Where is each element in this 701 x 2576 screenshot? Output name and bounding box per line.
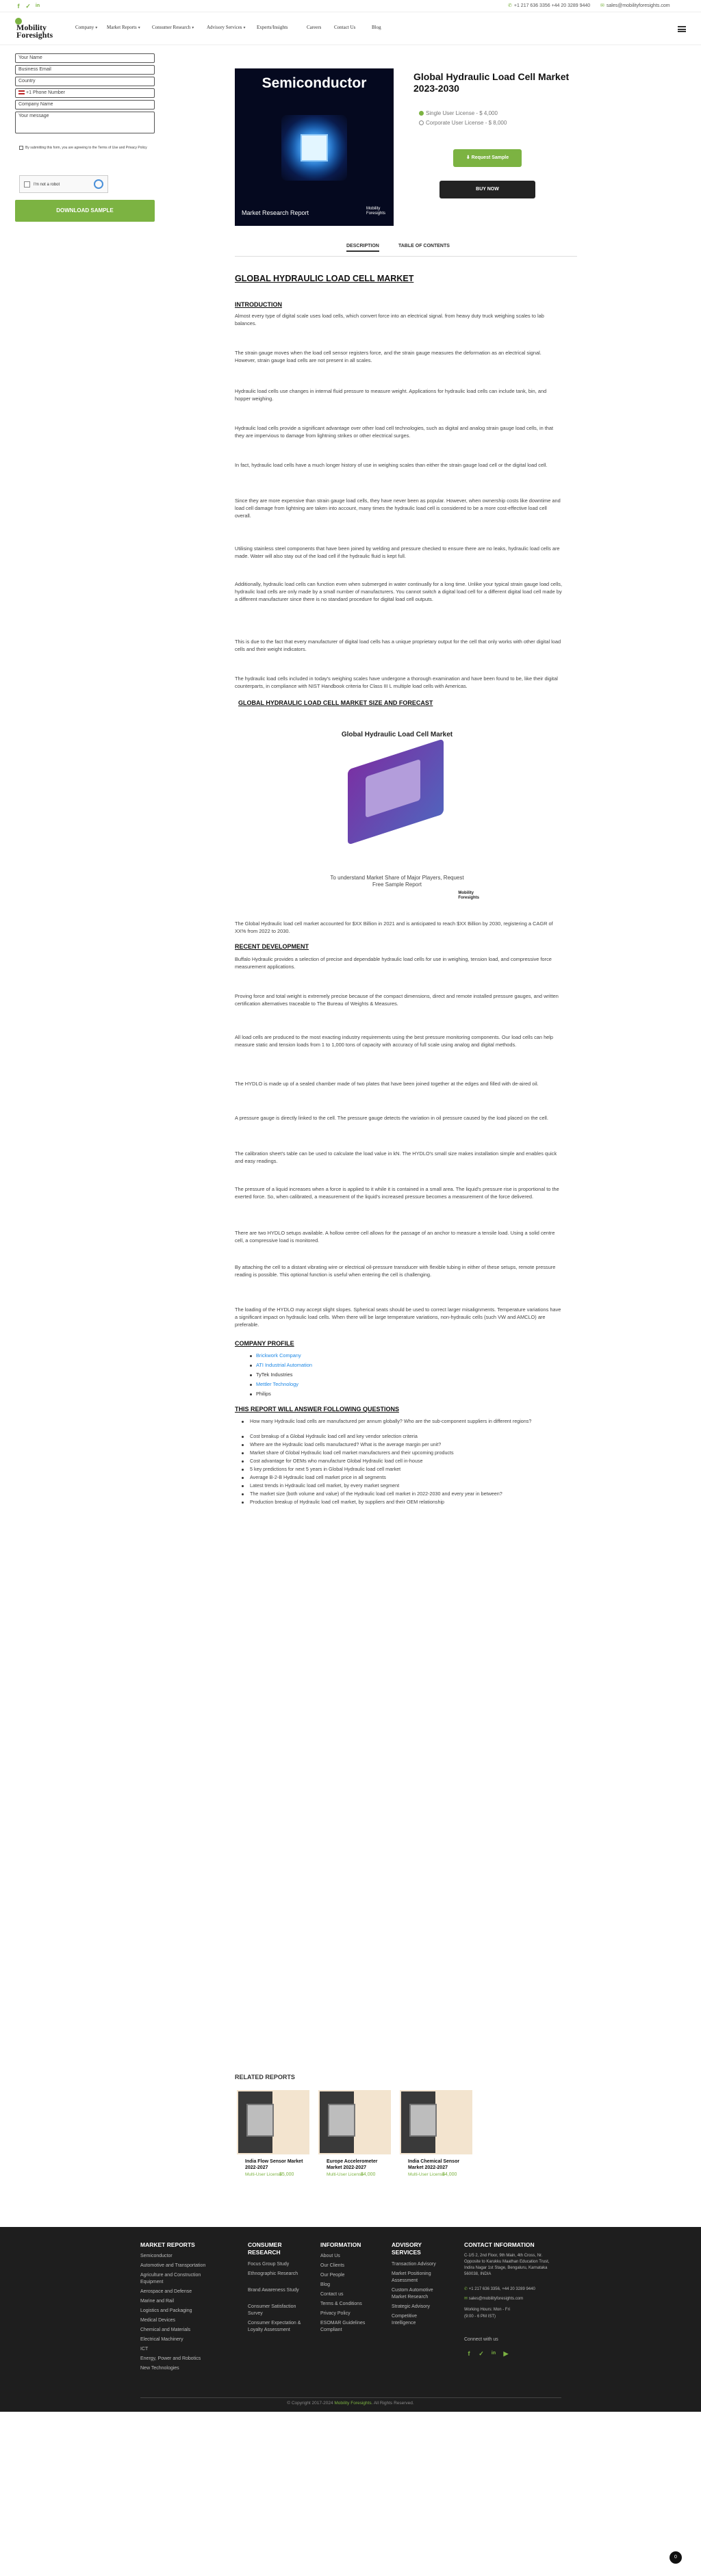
recent-paragraph: Proving force and total weight is extremely precise because of the compact dimensions, direct and remote installed pressure gauges, and written certification alternatives traceable to The Bureau of Weights & Measures.	[235, 993, 559, 1007]
footer-link[interactable]: Chemical and Materials	[140, 2328, 191, 2332]
nav-item-contact-us[interactable]: Contact Us	[334, 25, 356, 30]
intro-paragraph: Utilising stainless steel components that have been joined by welding and pressure checked to ensure there are no leaks, hydraulic load cells are made. Water will also stay out of the load cell if the hydraulic fluid is kept full.	[235, 545, 560, 559]
footer-link[interactable]: Privacy Policy	[320, 2311, 350, 2316]
message-field[interactable]: Your message	[15, 112, 155, 133]
top-bar	[0, 0, 701, 12]
twitter-icon[interactable]: ✓	[479, 2350, 484, 2357]
question-item: Where are the Hydraulic load cells manufactured? What is the average margin per unit?	[250, 1441, 565, 1448]
market-infographic[interactable]: Global Hydraulic Load Cell Market To understand Market Share of Major Players, Request Free Sample Report Mobility Foresights	[330, 731, 479, 900]
chevron-down-icon: ▾	[95, 26, 98, 30]
recent-paragraph: By attaching the cell to a distant vibrating wire or electrical oil-pressure transducer with flexible tubing in either of these setups, remote pressure reading is possible. This optional function is useful when entering the cell is challenging.	[235, 1264, 556, 1278]
main-nav	[0, 12, 701, 45]
nav-item-careers[interactable]: Careers	[307, 25, 322, 30]
download-sample-button[interactable]: DOWNLOAD SAMPLE	[15, 200, 155, 222]
mail-icon: ✉	[600, 3, 604, 8]
footer-link[interactable]: Energy, Power and Robotics	[140, 2356, 201, 2361]
intro-heading: INTRODUCTION	[235, 301, 282, 308]
question-item: Cost advantage for OEMs who manufacture Global Hydraulic load cell in-house	[250, 1458, 565, 1465]
company-item[interactable]: Mettler Technology	[250, 1381, 298, 1387]
footer-link[interactable]: Market Positioning Assessment	[392, 2271, 431, 2283]
footer-link[interactable]: Electrical Machinery	[140, 2337, 183, 2342]
footer-link[interactable]: Our Clients	[320, 2263, 345, 2268]
cover-logo: Mobility Foresights	[366, 207, 385, 216]
top-phone[interactable]: ✆ +1 217 636 3356 +44 20 3289 9440	[508, 3, 591, 8]
footer-link[interactable]: Brand Awareness Study	[248, 2288, 299, 2293]
product-title: Global Hydraulic Load Cell Market 2023-2030	[413, 71, 570, 94]
footer-heading-contact: CONTACT INFORMATION	[464, 2241, 535, 2248]
footer-link[interactable]: ICT	[140, 2347, 149, 2352]
question-item: Average B-2-B Hydraulic load cell market price in all segments	[250, 1474, 565, 1481]
phone-icon: ✆	[508, 3, 512, 8]
intro-paragraph: The strain gauge moves when the load cell sensor registers force, and the strain gauge measures the deformation as an electrical signal. However, strain gauge load cells are not present in all scales.	[235, 350, 541, 363]
footer-email[interactable]: ✉ sales@mobilityforesights.com	[464, 2297, 524, 2301]
chevron-down-icon: ▾	[192, 26, 194, 30]
radio-icon	[419, 120, 424, 125]
tab-table-of-contents[interactable]: TABLE OF CONTENTS	[398, 244, 450, 248]
footer-link[interactable]: Medical Devices	[140, 2318, 175, 2323]
footer-divider	[140, 2397, 561, 2398]
intro-paragraph: Almost every type of digital scale uses load cells, which convert force into an electrical signal. from heavy duty truck weighing scales to lab balances.	[235, 313, 544, 326]
license-option-corporate[interactable]: Corporate User License - $ 8,000	[419, 120, 507, 126]
recent-paragraph: Buffalo Hydraulic provides a selection of precise and dependable hydraulic load cells for use in weighing, tension load, and compressive force measurement applications.	[235, 956, 552, 970]
facebook-icon[interactable]: f	[468, 2350, 470, 2357]
country-field[interactable]: Country	[15, 77, 155, 86]
license-option-single[interactable]: Single User License - $ 4,000	[419, 110, 498, 116]
nav-item-experts-insights[interactable]: Experts/Insights	[257, 25, 288, 30]
radio-selected-icon	[419, 111, 424, 116]
footer-link[interactable]: Consumer Satisfaction Survey	[248, 2304, 296, 2316]
market-size-paragraph: The Global Hydraulic load cell market accounted for $XX Billion in 2021 and is anticipated to reach $XX Billion by 2030, registering a CAGR of XX% from 2022 to 2030.	[235, 920, 553, 934]
footer-link[interactable]: Consumer Expectation & Loyalty Assessment	[248, 2321, 301, 2332]
recaptcha[interactable]: I'm not a robot	[19, 175, 108, 193]
linkedin-icon[interactable]: in	[35, 3, 40, 8]
recent-paragraph: The calibration sheet's table can be used to calculate the load value in kN. The HYDLO's small size makes installation simple and enables quick and easy readings.	[235, 1150, 557, 1164]
site-footer	[0, 2227, 701, 2412]
footer-link[interactable]: Strategic Advisory	[392, 2304, 431, 2309]
captcha-checkbox-icon	[24, 181, 30, 188]
facebook-icon[interactable]: f	[17, 3, 20, 10]
related-report-card[interactable]: Europe Accelerometer Market 2022-2027 Multi-User License $4,000	[318, 2090, 391, 2193]
recent-paragraph: The pressure of a liquid increases when a force is applied to it while it is contained in a small area. The liquid's pressure rise is proportional to the exerted force. So, when calibrated, a measurement of the liquid's increased pressure becomes a measurement of the force delivered.	[235, 1186, 559, 1200]
related-reports-heading: RELATED REPORTS	[235, 2074, 295, 2081]
nav-item-advisory-services[interactable]: Advisory Services ▾	[207, 25, 246, 30]
question-item: How many Hydraulic load cells are manufactured per annum globally? Who are the sub-component suppliers in different regions?	[250, 1418, 565, 1425]
nav-item-company[interactable]: Company ▾	[75, 25, 98, 30]
company-item: Philips	[250, 1391, 271, 1397]
question-item: Market share of Global Hydraulic load cell market manufacturers and their upcoming products	[250, 1450, 565, 1456]
question-item: The market size (both volume and value) of the Hydraulic load cell market in 2022-2030 and every year in between?	[250, 1491, 565, 1497]
question-item: Production breakup of Hydraulic load cell market, by suppliers and their OEM relationship	[250, 1499, 565, 1506]
footer-link[interactable]: About Us	[320, 2254, 340, 2258]
article-main-heading: GLOBAL HYDRAULIC LOAD CELL MARKET	[235, 274, 414, 283]
market-size-heading: GLOBAL HYDRAULIC LOAD CELL MARKET SIZE AND FORECAST	[238, 699, 433, 706]
report-cover-image: Semiconductor Market Research Report Mobility Foresights	[235, 68, 394, 226]
question-item: 5 key predictions for next 5 years in Global Hydraulic load cell market	[250, 1466, 565, 1473]
related-report-image	[237, 2090, 309, 2154]
recaptcha-logo-icon	[94, 179, 103, 189]
company-field[interactable]: Company Name	[15, 100, 155, 110]
footer-link[interactable]: New Technologies	[140, 2366, 179, 2371]
footer-link[interactable]: Logistics and Packaging	[140, 2308, 192, 2313]
questions-heading: THIS REPORT WILL ANSWER FOLLOWING QUESTIONS	[235, 1406, 399, 1413]
intro-paragraph: Additionally, hydraulic load cells can function even when submerged in water continually for a long time. Unlike your typical strain gauge load cells, hydraulic load cells are only made by a small number of manufacturers. You cannot switch a digital load cell for a different digital load cell made by a different manufacturer since there is no standard procedure for digital load cell outputs.	[235, 581, 563, 602]
company-item[interactable]: Brickwork Company	[250, 1352, 301, 1358]
name-field[interactable]: Your Name	[15, 53, 155, 63]
footer-link[interactable]: ESOMAR Guidelines Compliant	[320, 2321, 366, 2332]
recent-paragraph: All load cells are produced to the most exacting industry requirements using the best pressure monitoring components. Our load cells can help measure static and tension loads from 1 to 1,000 tons of capacity with accuracy of full scale using analog and digital methods.	[235, 1034, 554, 1048]
company-item: TyTek Industries	[250, 1371, 292, 1378]
footer-link[interactable]: Automotive and Transportation	[140, 2263, 206, 2268]
intro-paragraph: In fact, hydraulic load cells have a much longer history of use in weighing scales than either the strain gauge load cell or the digital load cell.	[235, 462, 548, 468]
footer-copyright: © Copyright 2017-2024 Mobility Foresights. All Rights Reserved.	[287, 2401, 414, 2406]
footer-link[interactable]: Competitive Intelligence	[392, 2314, 417, 2326]
footer-link[interactable]: Ethnographic Research	[248, 2271, 298, 2276]
recent-development-heading: RECENT DEVELOPMENT	[235, 943, 309, 950]
question-item: Latest trends in Hydraulic load cell market, by every market segment	[250, 1482, 565, 1489]
related-report-card[interactable]: India Flow Sensor Market 2022-2027 Multi-User License $5,000	[237, 2090, 309, 2193]
chat-badge[interactable]: 0	[670, 2551, 682, 2564]
footer-heading-market: MARKET REPORTS	[140, 2241, 195, 2248]
footer-heading-advisory: ADVISORY SERVICES	[392, 2241, 422, 2256]
tab-description[interactable]: DESCRIPTION	[346, 244, 379, 252]
related-report-card[interactable]: India Chemical Sensor Market 2022-2027 Multi-User License $4,000	[400, 2090, 472, 2193]
related-report-image	[318, 2090, 391, 2154]
phone-field[interactable]: +1 Phone Number	[15, 88, 155, 98]
checkbox-icon	[19, 146, 23, 150]
footer-link[interactable]: Semiconductor	[140, 2254, 173, 2258]
nav-item-consumer-research[interactable]: Consumer Research ▾	[152, 25, 194, 30]
footer-phone[interactable]: ✆ +1 217 636 3356, +44 20 3289 9440	[464, 2287, 535, 2291]
footer-link[interactable]: Marine and Rail	[140, 2299, 175, 2304]
footer-link[interactable]: Agriculture and Construction Equipment	[140, 2273, 201, 2284]
recent-paragraph: There are two HYDLO setups available. A hollow centre cell allows for the passage of an anchor to measure a tensile load. Using a solid centre cell, a compressive load is monitored.	[235, 1230, 555, 1244]
related-report-image	[400, 2090, 472, 2154]
footer-link[interactable]: Terms & Conditions	[320, 2302, 362, 2306]
linkedin-icon[interactable]: in	[491, 2351, 496, 2356]
top-email[interactable]: ✉ sales@mobilityforesights.com	[600, 3, 670, 8]
footer-link[interactable]: Our People	[320, 2273, 345, 2278]
menu-icon[interactable]	[678, 26, 686, 32]
company-item[interactable]: ATI Industrial Automation	[250, 1362, 312, 1368]
footer-link[interactable]: Aerospace and Defense	[140, 2289, 192, 2294]
youtube-icon[interactable]: ▶	[503, 2350, 509, 2357]
footer-hours: Working Hours: Mon - Fri (9:00 - 6 PM IST)	[464, 2308, 510, 2319]
intro-paragraph: The hydraulic load cells included in today's weighing scales have undergone a thorough examination and have been found to be, like their digital counterparts, in compliance with NIST Handbook criteria for Class III L multiple load cells with Americas.	[235, 675, 558, 689]
email-field[interactable]: Business Email	[15, 65, 155, 75]
footer-link[interactable]: Transaction Advisory	[392, 2262, 436, 2267]
nav-item-market-reports[interactable]: Market Reports ▾	[107, 25, 140, 30]
figure-logo: Mobility Foresights	[458, 891, 479, 900]
footer-link[interactable]: Custom Automotive Market Research	[392, 2288, 433, 2300]
chip-core-graphic	[301, 134, 328, 162]
tab-divider	[235, 256, 577, 257]
footer-heading-consumer: CONSUMER RESEARCH	[248, 2241, 282, 2256]
us-flag-icon	[18, 90, 25, 94]
footer-connect-label: Connect with us	[464, 2337, 498, 2342]
site-logo[interactable]: Mobility Foresights	[15, 18, 70, 41]
recent-paragraph: The HYDLO is made up of a sealed chamber made of two plates that have been joined together at the edges and filled with de-aired oil.	[235, 1081, 539, 1087]
company-profile-heading: COMPANY PROFILE	[235, 1340, 294, 1347]
twitter-icon[interactable]: ✓	[25, 3, 31, 10]
footer-link[interactable]: Focus Group Study	[248, 2262, 290, 2267]
intro-paragraph: This is due to the fact that every manufacturer of digital load cells has a unique proprietary output for the cell that only works with other digital load cells and their weight indicators.	[235, 639, 561, 652]
intro-paragraph: Hydraulic load cells use changes in internal fluid pressure to measure weight. Applications for hydraulic load cells can include tank, bin, and hopper weighing.	[235, 388, 547, 402]
request-sample-button[interactable]: ⬇ Request Sample	[453, 149, 522, 167]
nav-item-blog[interactable]: Blog	[372, 25, 381, 30]
recent-paragraph: The loading of the HYDLO may accept slight slopes. Spherical seats should be used to correct larger misalignments. Temperature variations have a significant impact on hydraulic load cells. When there will be large temperature variations, non-hydraulic cells (such VW and AMCLO) are preferable.	[235, 1306, 561, 1328]
question-item: Cost breakup of a Global Hydraulic load cell and key vendor selection criteria	[250, 1433, 565, 1440]
phone-icon: ✆	[464, 2287, 469, 2291]
recent-paragraph: A pressure gauge is directly linked to the cell. The pressure gauge detects the variation in oil pressure caused by the load placed on the cell.	[235, 1115, 548, 1121]
footer-heading-information: INFORMATION	[320, 2241, 361, 2248]
chevron-down-icon: ▾	[138, 26, 140, 30]
consent-checkbox[interactable]: By submitting this form, you are agreeing to the Terms of Use and Privacy Policy	[19, 145, 156, 151]
footer-link[interactable]: Contact us	[320, 2292, 344, 2297]
intro-paragraph: Since they are more expensive than strain gauge load cells, they have never been as popular. However, when ownership costs like downtime and load cell damage from lightning are taken into account, many times the hydraulic load cell is considered to be a more cost-effective load cell overall.	[235, 498, 561, 519]
intro-paragraph: Hydraulic load cells provide a significant advantage over other load cell technologies, such as digital and analog strain gauge load cells, in that they are impervious to damage from lightning strikes or other electrical surges.	[235, 425, 554, 439]
footer-address: C-1/5 2, 2nd Floor, 9th Main, 4th Cross, Nr. Opposite to Karukku Maathan Education Trust, Indira Nagar 1st Stage, Bengaluru, Karnataka 560038, INDIA	[464, 2254, 550, 2276]
mail-icon: ✉	[464, 2297, 469, 2301]
chevron-down-icon: ▾	[243, 26, 246, 30]
buy-now-button[interactable]: BUY NOW	[439, 181, 535, 198]
report-tabs	[338, 244, 468, 255]
footer-link[interactable]: Blog	[320, 2282, 331, 2287]
